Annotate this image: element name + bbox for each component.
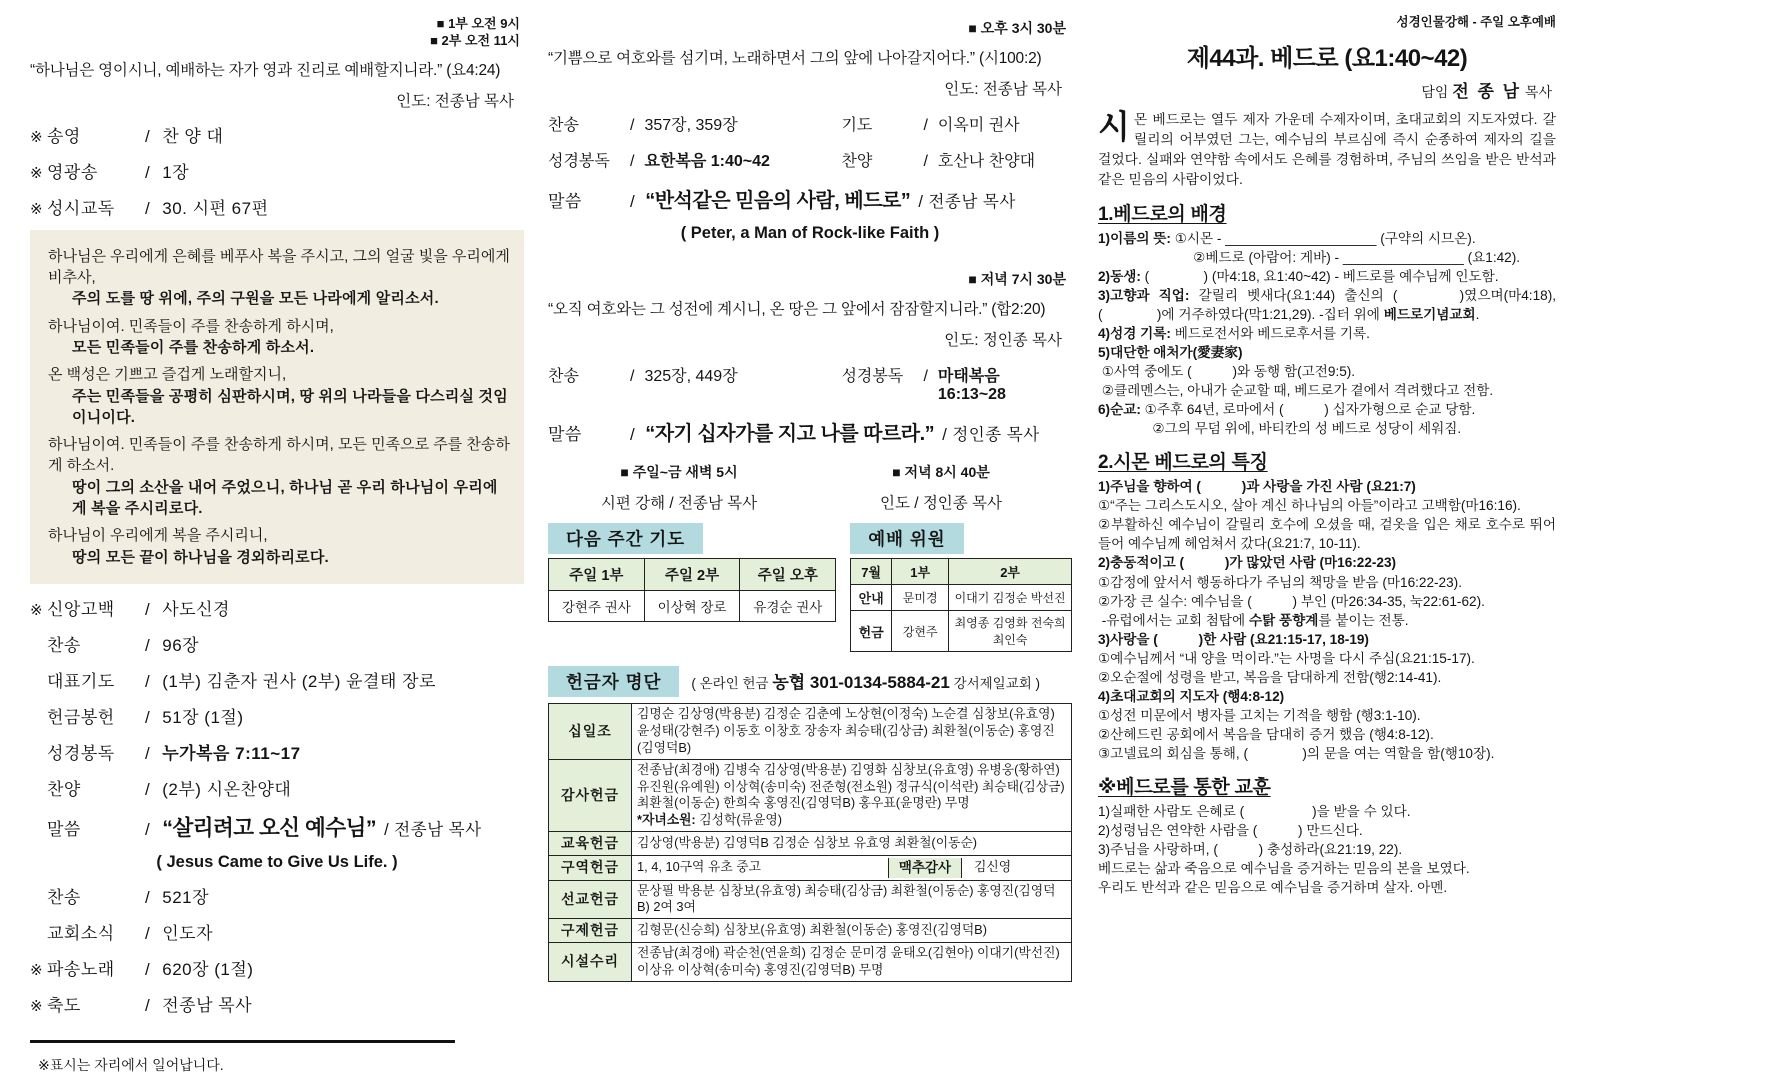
lecture-line [1098,649,1556,668]
lecture-line [1098,267,1556,286]
line-bold: 6)순교: [1098,402,1145,418]
order-item-value-bold: 누가복음 7:11~17 [162,743,301,763]
lecture-series-header: 성경인물강해 - 주일 오후예배 [1396,15,1556,29]
order-item-value: (2부) 시온찬양대 [162,779,292,799]
reading-line-leader: 하나님이 우리에게 복을 주시리니, [48,527,268,545]
order-item-value: 1장 [162,162,190,182]
section-2-lines [1098,477,1556,762]
line-text: ①사역 중에도 ( )와 동행 함(고전9:5). [1098,364,1356,380]
line-text: ①예수님께서 “내 양을 먹이라.”는 사명을 다시 주심(요21:15-17). [1098,650,1475,666]
slash-separator: / [145,126,151,146]
lecture-line [1098,802,1556,821]
table-row [549,942,1072,981]
line-text: 를 붙이는 전통. [1318,612,1409,628]
slash-separator: / [145,995,151,1015]
offering-type-label: 감사헌금 [549,759,632,832]
order-item-value: 찬 양 대 [162,126,224,146]
sermon-title: “자기 십자가를 지고 나를 따르라.” [645,423,935,445]
section-2-title: 2.시몬 베드로의 특징 [1098,452,1268,474]
lecture-line [1098,878,1556,897]
table-row [549,591,836,622]
table-row [549,704,1072,760]
lecture-line [1098,840,1556,859]
order-row [30,955,524,980]
order-item-value-bold: 마태복음 16:13~28 [937,368,1006,403]
line-text: ①시몬 - ____________________ (구약의 시므온). [1174,231,1476,246]
table-row [549,880,1072,919]
harvest-thanks-name: 김신영 [974,859,1012,875]
line-text: 우리도 반석과 같은 믿음으로 예수님을 증거하며 살자. 아멘. [1098,879,1448,895]
order-item-label: 찬송 [47,887,81,907]
order-row [30,595,524,620]
line-bold: 1)이름의 뜻: [1098,231,1175,246]
slash-separator: / [923,117,928,134]
note-suffix: 강서제일교회 ) [949,676,1041,691]
reading-line-leader: 하나님이여. 민족들이 주를 찬송하게 하시며, [48,317,334,335]
reading-line-leader: 하나님은 우리에게 은혜를 베푸사 복을 주시고, 그의 얼굴 빛을 우리에게 비추사, [48,247,510,287]
table-row [549,855,1072,880]
offering-type-label: 십일조 [549,704,632,760]
offering-names: 김상영(박용분) 김영덕B 김정순 심창보 유효영 최환철(이동순) [632,832,1072,855]
order-item-value: 30. 시편 67편 [162,198,269,218]
line-bold: 2)동생: [1098,269,1145,285]
lecture-line [1098,592,1556,611]
lecture-line [1098,668,1556,687]
service-time-line: ■ 2부 오전 11시 [430,32,520,48]
line-text: ②그의 무덤 위에, 바티칸의 성 베드로 성당이 세워짐. [1098,421,1462,437]
line-bold: 수탉 풍향계 [1248,612,1319,628]
order-item-value: 인도자 [162,923,214,943]
order-item-value: 전종남 목사 [162,995,253,1015]
order-item-label: 교회소식 [47,923,115,943]
offering-names: 문상필 박용분 심창보(유효영) 최승태(김상금) 최환철(이동순) 홍영진(김영덕B) 2여 3여 [632,880,1072,919]
slash-separator: / [145,671,151,691]
order-of-worship-2 [30,595,524,800]
offering-names: 김명순 김상영(박용분) 김정순 김춘예 노상현(이정숙) 노순결 심창보(유효영) 윤성태(강현주) 이동호 이창호 장송자 최승태(김상금) 최환철(이동순) 홍영진(김영덕B) [632,704,1072,760]
dawn-and-night-times [548,462,1072,482]
offering-type-label: 구제헌금 [549,919,632,942]
opening-verse: “하나님은 영이시니, 예배하는 자가 영과 진리로 예배할지니라.” (요4:24) [30,61,501,79]
offering-list-header [548,666,1072,697]
sermon-speaker: / 정인종 목사 [942,426,1040,444]
line-text: ①감정에 앞서서 행동하다가 주님의 책망을 받음 (마16:22-23). [1098,574,1462,590]
column-header: 주일 오후 [740,559,836,591]
line-text: ②가장 큰 실수: 예수님을 ( ) 부인 (마26:34-35, 눅22:61-62). [1098,593,1485,609]
row-label: 헌금 [851,611,892,652]
morning-worship-section [30,16,524,1075]
lecture-line [1098,573,1556,592]
reading-stanza [44,364,510,428]
line-text: ②부활하신 예수님이 갈릴리 호수에 오셨을 때, 겉옷을 입은 채로 호수로 뛰어들어 예수님께 헤엄쳐서 갔다(요21:7, 10-11). [1098,517,1556,552]
order-pair-right [841,148,1072,171]
sermon-title: “살리려고 오신 예수님” [162,815,377,840]
reading-line-congregation: 땅이 그의 소산을 내어 주었으니, 하나님 곧 우리 하나님이 우리에게 복을 주시리로다. [72,478,498,518]
next-week-prayer-table [548,558,836,622]
section-3-title: ※베드로를 통한 교훈 [1098,776,1271,798]
slash-separator: / [145,599,151,619]
line-text: ②베드로 (아람어: 게바) - ________________ (요1:42). [1098,250,1521,266]
stand-marker: ※ [30,997,44,1015]
lecture-line [1098,324,1556,343]
offering-list-table [548,703,1072,982]
dawn-service-time: ■ 주일~금 새벽 5시 [620,464,738,480]
bible-lecture-section [1098,12,1560,897]
section-badge: 헌금자 명단 [548,666,679,697]
slash-separator: / [145,923,151,943]
order-item-value: 호산나 찬양대 [937,153,1036,170]
offering-names [632,855,1072,880]
order-row [30,775,524,800]
offering-names [632,759,1072,832]
slash-separator: / [630,117,635,134]
stand-marker: ※ [30,128,44,146]
service-time-line: ■ 1부 오전 9시 [436,16,520,31]
table-header-row [851,559,1072,585]
order-item-label: 송영 [47,126,81,146]
order-item-value: 이옥미 권사 [937,117,1020,134]
order-item-value: 51장 (1절) [162,707,244,727]
evening-sermon-row [548,417,1072,446]
line-bold: 4)초대교회의 지도자 (행4:8-12) [1098,688,1285,704]
line-bold: 1)주님을 향하여 ( )과 사랑을 가진 사람 (요21:7) [1098,479,1416,495]
line-bold: 4)성경 기록: [1098,326,1175,342]
lecture-line [1098,248,1556,267]
table-headers-row [548,523,1072,554]
line-bold: 3)고향과 직업: [1098,288,1199,304]
slash-separator: / [630,368,635,385]
offering-type-label: 구역헌금 [549,855,632,880]
line-bold: 베드로기념교회 [1383,307,1476,323]
column-header: 주일 2부 [644,559,740,591]
sermon-label: 말씀 [47,819,81,839]
worship-committee-header [850,523,1072,554]
line-text: 3)주님을 사랑하며, ( ) 충성하라(요21:19, 22). [1098,841,1403,857]
afternoon-sermon-row [548,184,1072,213]
line-text: 2)성령님은 연약한 사람을 ( ) 만드신다. [1098,822,1363,838]
order-item-value: 521장 [162,887,210,907]
evening-order-row [548,363,1072,404]
order-item-label: 찬송 [548,117,579,134]
row-label: 안내 [851,585,892,611]
names-text: 전종남(최경애) 김병숙 김상영(박용분) 김영화 심창보(유효영) 유병웅(황하연) 유진원(유예원) 이상혁(송미숙) 전준형(전소원) 정규식(이석란) 최승태(김상금) 최환철(이동순) 한희숙 홍영진(김영덕B) 홍우표(윤명란) 무명 [637,761,1065,811]
sermon-speaker: / 전종남 목사 [384,820,482,839]
slash-separator: / [145,198,151,218]
intro-dropcap: 시 [1098,108,1130,145]
reading-line-congregation: 모든 민족들이 주를 찬송하게 하소서. [72,338,315,356]
order-item-label: 찬송 [47,635,81,655]
order-pair-right [841,112,1072,135]
table-cell: 유경순 권사 [740,591,836,622]
lecture-line [1098,630,1556,649]
stand-marker-footnote: ※표시는 자리에서 일어납니다. [38,1056,224,1073]
order-pair-left [548,363,841,386]
line-text: ②클레멘스는, 아내가 순교할 때, 베드로가 곁에서 격려했다고 전함. [1098,383,1494,399]
sermon-row [30,811,524,842]
stand-marker: ※ [30,601,44,619]
online-offering-note [691,668,1040,693]
table-row [851,611,1072,652]
lecture-line [1098,381,1556,400]
order-item-value: 96장 [162,635,200,655]
column-header: 1부 [892,559,949,585]
sermon-subtitle-english: ( Jesus Came to Give Us Life. ) [156,852,398,871]
afternoon-leader: 인도: 전종남 목사 [944,81,1062,98]
stand-marker: ※ [30,200,44,218]
column-header: 2부 [949,559,1072,585]
sermon-label: 말씀 [548,192,582,211]
speaker-name: 전 종 남 [1452,82,1522,101]
lecture-line [1098,706,1556,725]
table-cell: 강현주 [892,611,949,652]
harvest-thanks-badge: 맥추감사 [888,858,962,878]
order-item-label: 찬송 [548,368,579,385]
line-text: ②산헤드린 공회에서 복음을 담대히 증거 했음 (행4:8-12). [1098,726,1434,742]
afternoon-order-row-1 [548,112,1072,135]
note-prefix: ( 온라인 헌금 [691,676,773,691]
dawn-service-leader: 시편 강해 / 전종남 목사 [600,495,758,512]
reading-line-congregation: 땅의 모든 끝이 하나님을 경외하리로다. [72,548,329,566]
night-service-leader: 인도 / 정인종 목사 [879,495,1003,512]
order-item-label: 파송노래 [47,959,115,979]
line-text: ①성전 미문에서 병자를 고치는 기적을 행함 (행3:1-10). [1098,707,1421,723]
speaker-prefix: 담임 [1421,84,1453,100]
table-cell: 강현주 권사 [549,591,645,622]
line-text: 갈릴리 벳새다(요1:44) 출신의 ( )였으며(마4:18), ( )에 거주하였다(막1:21,29). -집터 위에 [1098,288,1560,323]
evening-verse: “오직 여호와는 그 성전에 계시니, 온 땅은 그 앞에서 잠잠할지니라.” (합2:20) [548,301,1046,318]
reading-line-congregation: 주는 민족들을 공평히 심판하시며, 땅 위의 나라들을 다스리실 것임이니이다. [72,387,508,426]
line-text: ①“주는 그리스도시오, 살아 계신 하나님의 아들”이라고 고백함(마16:16). [1098,498,1521,514]
order-item-label: 찬양 [47,779,81,799]
line-text: ③고넬료의 회심을 통해, ( )의 문을 여는 역할을 함(행10장). [1098,745,1495,761]
order-item-label: 찬양 [841,153,873,170]
footer-divider-line [30,1040,455,1043]
slash-separator: / [145,819,151,839]
order-pair-left [548,112,841,135]
order-item-label: 성경봉독 [47,743,115,763]
reading-line-congregation: 주의 도를 땅 위에, 주의 구원을 모든 나라에게 알리소서. [72,290,439,308]
lecture-line [1098,496,1556,515]
table-header-row [549,559,836,591]
slash-separator: / [145,743,151,763]
service-times [30,16,524,50]
order-pair-left [548,148,841,171]
district-names: 1, 4, 10구역 유초 중고 [637,859,761,875]
lecture-line [1098,419,1556,438]
speaker-suffix: 목사 [1521,84,1552,100]
order-item-value: 620장 (1절) [162,959,254,979]
offering-names: 김형문(신승희) 심창보(유효영) 최환철(이동순) 홍영진(김영덕B) [632,919,1072,942]
sermon-title: “반석같은 믿음의 사람, 베드로” [645,190,911,212]
order-of-worship-3 [30,883,524,1016]
lecture-line [1098,687,1556,706]
table-cell: 이대기 김정순 박선진 [949,585,1072,611]
order-item-label: 축도 [47,995,81,1015]
line-text: . [1475,307,1480,323]
reading-stanza [44,316,510,359]
sermon-speaker: / 전종남 목사 [918,193,1016,211]
lecture-speaker [1098,77,1552,102]
lecture-line [1098,744,1556,763]
section-badge: 예배 위원 [850,523,963,554]
section-1-title: 1.베드로의 배경 [1098,204,1227,225]
intro-text: 몬 베드로는 열두 제자 가운데 수제자이며, 초대교회의 지도자였다. 갈릴리의 어부였던 그는, 예수님의 부르심에 즉시 순종하여 제자의 길을 걸었다. 실패와 연약함 속에서도 은혜를 경험하며, 주님의 쓰임을 받은 반석과 같은 믿음의 사람이었다. [1098,112,1556,187]
order-row [30,703,524,728]
section-1-lines [1098,229,1560,438]
line-text: ②오순절에 성령을 받고, 복음을 담대하게 전함(행2:14-41). [1098,669,1442,685]
lecture-line [1098,515,1556,553]
dawn-and-night-leaders [548,491,1072,513]
order-row [30,158,524,183]
child-wish-label: *자녀소원: [637,812,696,828]
district-offering-wrap [637,858,1066,878]
line-text: 1)실패한 사람도 은혜로 ( )을 받을 수 있다. [1098,803,1411,819]
slash-separator: / [923,368,928,385]
lecture-line [1098,553,1556,572]
section-3-lines [1098,802,1556,897]
line-text: 베드로는 삶과 죽음으로 예수님을 증거하는 믿음의 본을 보였다. [1098,860,1470,876]
afternoon-verse: “기쁨으로 여호와를 섬기며, 노래하면서 그의 앞에 나아갈지어다.” (시100:2) [548,50,1042,67]
slash-separator: / [145,959,151,979]
lecture-line [1098,343,1556,362]
responsive-reading-box [30,230,524,584]
reading-line-leader: 하나님이여. 민족들이 주를 찬송하게 하시며, 모든 민족으로 주를 찬송하게 하소서. [48,436,510,475]
afternoon-evening-section [548,16,1072,982]
order-row [30,122,524,147]
order-row [30,739,524,764]
order-row [30,631,524,656]
line-bold: 5)대단한 애처가(愛妻家) [1098,345,1243,361]
order-item-label: 성경봉독 [548,153,610,170]
lecture-intro [1098,110,1556,190]
order-item-label: 헌금봉헌 [47,707,115,727]
bank-account-number: 농협 301-0134-5884-21 [772,673,950,692]
lecture-line [1098,611,1556,630]
lecture-line [1098,400,1556,419]
order-item-label: 신앙고백 [47,599,115,619]
section-badge: 다음 주간 기도 [548,523,703,554]
lecture-line [1098,859,1556,878]
order-row [30,194,524,219]
table-row [549,919,1072,942]
night-service-time: ■ 저녁 8시 40분 [892,464,990,480]
line-text: -유럽에서는 교회 첨탑에 [1098,612,1249,628]
reading-stanza [44,525,510,568]
worship-committee-table-wrap [850,558,1072,652]
order-row [30,883,524,908]
lecture-line [1098,725,1556,744]
afternoon-service-time: ■ 오후 3시 30분 [968,20,1066,36]
next-week-prayer-table-wrap [548,558,836,622]
order-row [30,667,524,692]
order-item-value-bold: 요한복음 1:40~42 [644,153,770,170]
order-item-value: 사도신경 [162,599,230,619]
line-bold: 2)충동적이고 ( )가 많았던 사람 (마16:22-23) [1098,555,1397,571]
table-cell: 문미경 [892,585,949,611]
lecture-line [1098,477,1556,496]
line-text: ( ) (마4:18, 요1:40~42) - 베드로를 예수님께 인도함. [1144,269,1499,285]
offering-type-label: 교육헌금 [549,832,632,855]
reading-stanza [44,434,510,519]
lecture-line [1098,229,1556,248]
line-text: ①주후 64년, 로마에서 ( ) 십자가형으로 순교 당함. [1144,402,1476,418]
slash-separator: / [145,887,151,907]
stand-marker: ※ [30,164,44,182]
order-of-worship-1 [30,122,524,219]
tables-row [548,558,1072,652]
slash-separator: / [145,707,151,727]
order-item-label: 영광송 [47,162,98,182]
offering-type-label: 선교헌금 [549,880,632,919]
lecture-line [1098,286,1560,324]
line-text: 베드로전서와 베드로후서를 기록. [1174,326,1370,342]
lecture-line [1098,821,1556,840]
line-bold: 3)사랑을 ( )한 사람 (요21:15-17, 18-19) [1098,631,1369,647]
worship-committee-table [850,558,1072,652]
order-item-value: 357장, 359장 [644,117,738,134]
order-item-label: 대표기도 [47,671,115,691]
order-item-label: 성경봉독 [841,368,904,385]
table-row [549,832,1072,855]
next-week-prayer-header [548,523,836,554]
child-wish-names: 김성학(류윤영) [695,812,782,828]
slash-separator: / [630,153,635,170]
sermon-label: 말씀 [548,425,582,444]
order-item-label: 기도 [841,117,873,134]
slash-separator: / [630,425,636,444]
table-row [549,759,1072,832]
stand-marker: ※ [30,961,44,979]
slash-separator: / [145,635,151,655]
order-item-value: 325장, 449장 [644,368,738,385]
column-header: 주일 1부 [549,559,645,591]
slash-separator: / [630,192,636,211]
order-item-value: (1부) 김춘자 권사 (2부) 윤결태 장로 [162,671,436,691]
slash-separator: / [145,162,151,182]
sermon-subtitle-english: ( Peter, a Man of Rock-like Faith ) [680,224,940,242]
reading-line-leader: 온 백성은 기쁘고 즐겁게 노래할지니, [48,366,287,384]
order-pair-right [841,363,1072,404]
table-cell: 최영종 김영화 전숙희 최인숙 [949,611,1072,652]
slash-separator: / [145,779,151,799]
order-row [30,919,524,944]
worship-leader: 인도: 전종남 목사 [396,92,514,110]
order-row [30,991,524,1016]
lecture-title: 제44과. 베드로 (요1:40~42) [1186,45,1468,72]
afternoon-order-row-2 [548,148,1072,171]
slash-separator: / [923,153,928,170]
evening-service-time: ■ 저녁 7시 30분 [968,271,1066,287]
lecture-line [1098,362,1556,381]
evening-leader: 인도: 정인종 목사 [944,332,1062,349]
table-cell: 이상혁 장로 [644,591,740,622]
offering-type-label: 시설수리 [549,942,632,981]
offering-names: 전종남(최경애) 곽순천(연윤희) 김정순 문미경 윤태오(김현아) 이대기(박선진) 이상유 이상혁(송미숙) 홍영진(김영덕B) 무명 [632,942,1072,981]
table-row [851,585,1072,611]
order-item-label: 성시교독 [47,198,115,218]
reading-stanza [44,246,510,310]
month-header: 7월 [851,559,892,585]
